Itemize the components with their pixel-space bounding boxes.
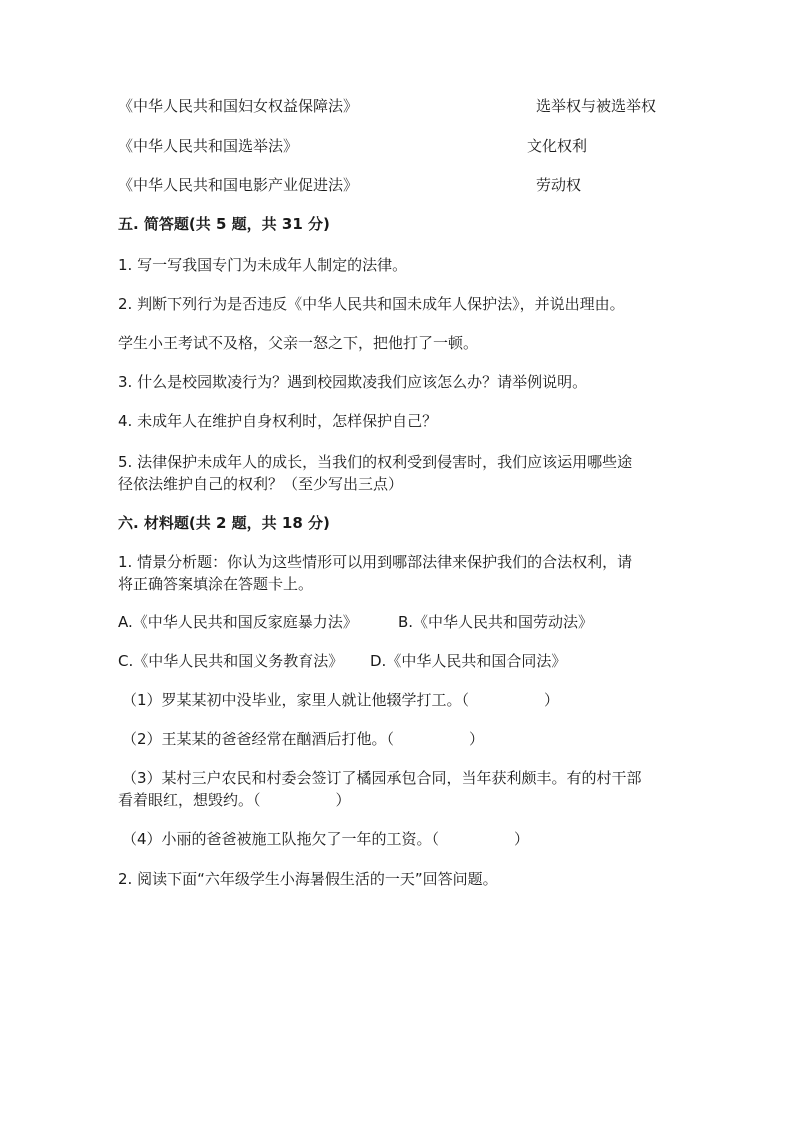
match-right-3: 劳动权	[536, 176, 582, 194]
section6-question-1-line1: 1. 情景分析题：你认为这些情形可以用到哪部法律来保护我们的合法权利，请	[118, 553, 633, 571]
section5-question-2: 2. 判断下列行为是否违反《中华人民共和国未成年人保护法》，并说出理由。	[118, 295, 625, 313]
section5-question-3: 3. 什么是校园欺凌行为？遇到校园欺凌我们应该怎么办？请举例说明。	[118, 373, 588, 391]
match-left-1: 《中华人民共和国妇女权益保障法》	[118, 97, 359, 115]
scenario-item-3-line2: 看着眼红，想毁约。（ ）	[118, 791, 351, 809]
match-left-3: 《中华人民共和国电影产业促进法》	[118, 176, 359, 194]
scenario-item-2: （2）王某某的爸爸经常在酗酒后打他。（ ）	[122, 730, 485, 748]
match-left-2: 《中华人民共和国选举法》	[118, 137, 299, 155]
match-right-1: 选举权与被选举权	[536, 97, 657, 115]
section6-title: 六. 材料题(共 2 题，共 18 分)	[118, 514, 330, 532]
scenario-item-1: （1）罗某某初中没毕业，家里人就让他辍学打工。（ ）	[122, 691, 560, 709]
section6-question-2: 2. 阅读下面“六年级学生小海暑假生活的一天”回答问题。	[118, 870, 498, 888]
scenario-item-3-line1: （3）某村三户农民和村委会签订了橘园承包合同，当年获利颇丰。有的村干部	[122, 769, 642, 787]
option-a: A.《中华人民共和国反家庭暴力法》	[118, 613, 358, 631]
option-c: C.《中华人民共和国义务教育法》	[118, 652, 344, 670]
section5-question-5-line2: 径依法维护自己的权利？（至少写出三点）	[118, 475, 404, 493]
section6-question-1-line2: 将正确答案填涂在答题卡上。	[118, 575, 314, 593]
section5-question-4: 4. 未成年人在维护自身权利时，怎样保护自己？	[118, 412, 438, 430]
scenario-item-4: （4）小丽的爸爸被施工队拖欠了一年的工资。（ ）	[122, 830, 530, 848]
option-b: B.《中华人民共和国劳动法》	[398, 613, 594, 631]
section5-question-1: 1. 写一写我国专门为未成年人制定的法律。	[118, 256, 408, 274]
option-d: D.《中华人民共和国合同法》	[370, 652, 567, 670]
match-right-2: 文化权利	[527, 137, 588, 155]
section5-title: 五. 简答题(共 5 题，共 31 分)	[118, 215, 330, 233]
section5-question-5-line1: 5. 法律保护未成年人的成长，当我们的权利受到侵害时，我们应该运用哪些途	[118, 453, 633, 471]
section5-question-2-case: 学生小王考试不及格，父亲一怒之下，把他打了一顿。	[118, 334, 479, 352]
